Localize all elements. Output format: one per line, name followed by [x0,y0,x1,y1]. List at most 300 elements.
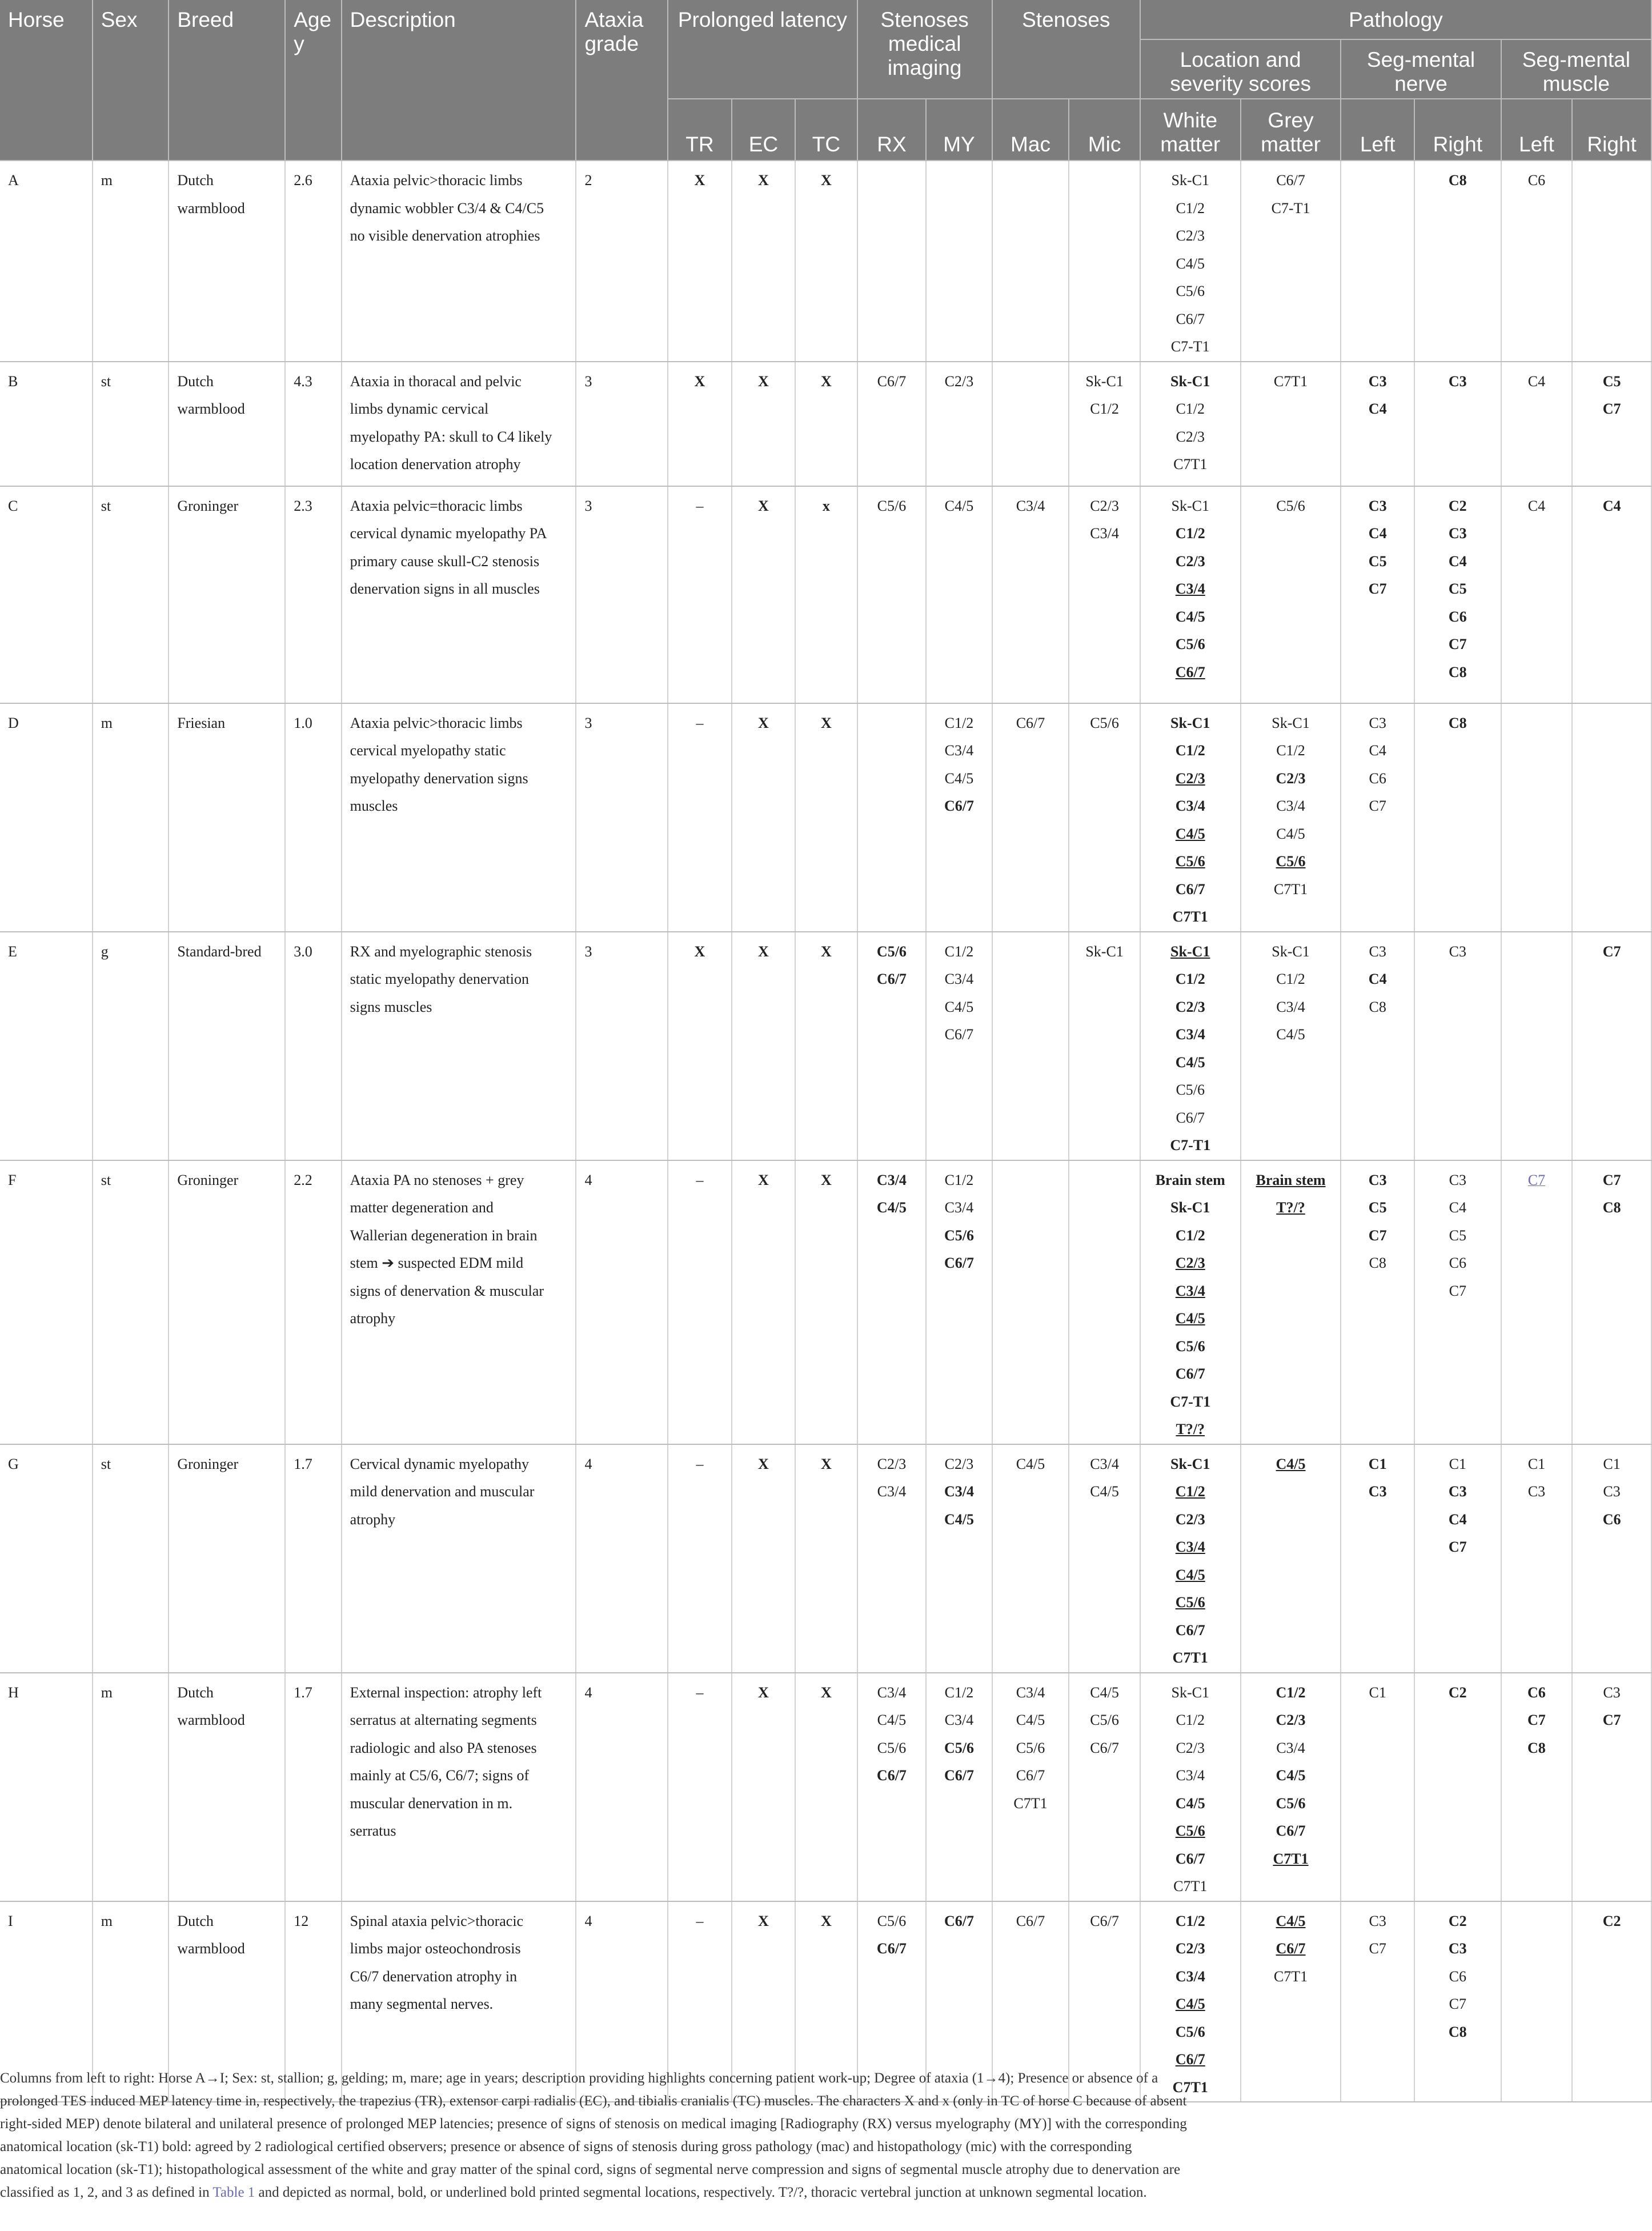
col-my: MY [926,99,992,161]
cell-mac [992,1444,1069,1673]
segment-value: C4/5 [1276,1455,1306,1472]
cell-nerve-left [1341,932,1414,1160]
segment-value: Sk-C1 [1272,943,1310,960]
segment-value: C1 [1527,1455,1546,1472]
cell-mac [992,932,1069,1160]
footnote-text-1: Columns from left to right: Horse A→I; Sex: st, stallion; g, gelding; m, mare; age in years; description providing highlights concerning patient work-up; Degree of ataxia (1→4); Presence or absence of a prolonged TES induced MEP latency time in, respectively, the trapezius (TR), extensor carpi radialis (EC), and tibialis cranialis (TC) muscles. The characters X and x (only in TC of horse C because of absent right-sided MEP) denote bilateral and unilateral presence of prolonged MEP latencies; presence of signs of stenosis on medical imaging [Radiography (RX) versus myelography (MY)] with the corresponding anatomical location (sk-T1) bold: agreed by 2 radiological certified observers; presence or absence of signs of stenosis during gross pathology (mac) and histopathology (mic) with the corresponding anatomical location (sk-T1); histopathological assessment of the white and gray matter of the spinal cord, signs of segmental nerve compression and signs of segmental muscle atrophy due to denervation are classified as 1, 2, and 3 as defined in [0,2070,1187,2200]
segment-value: C6/7 [1175,663,1205,680]
cell-grey [1241,486,1341,703]
segment-value: C5/6 [1090,714,1119,731]
segment-value: Sk-C1 [1085,943,1124,960]
segment-value: C3 [1449,1171,1466,1188]
segment-value: C8 [1448,714,1467,731]
segment-value: C2/3 [1175,1511,1205,1528]
cell-mac [992,486,1069,703]
cell-horse: I [0,1901,93,2102]
cell-tr: – [668,1901,731,2102]
cell-description: Cervical dynamic myelopathy mild denervation and muscular atrophy [342,1444,576,1673]
cell-nerve-right [1414,1901,1501,2102]
segment-value: C6 [1602,1511,1621,1528]
segment-value: C2/3 [1176,227,1205,244]
segment-value: C2/3 [1175,770,1205,787]
cell-horse: F [0,1160,93,1444]
segment-value: C7 [1369,1940,1386,1957]
cell-breed: Dutch warmblood [169,362,285,486]
cell-muscle-left [1501,1901,1573,2102]
segment-value: Sk-C1 [1171,1684,1209,1701]
segment-value: C6/7 [876,1767,907,1784]
segment-value: C2/3 [1175,552,1205,570]
segment-value: C3/4 [877,1684,907,1701]
segment-value: C4/5 [1090,1483,1119,1500]
cell-mic [1069,1673,1140,1901]
col-age: Age y [285,0,341,161]
cell-breed: Groninger [169,1160,285,1444]
segment-value: C3/4 [1175,1968,1205,1985]
cell-age: 1.7 [285,1673,341,1901]
cell-nerve-left [1341,1160,1414,1444]
cell-rx [857,1160,927,1444]
segment-value: C2/3 [1090,497,1119,514]
cell-mac [992,1673,1069,1901]
cell-white [1140,1160,1241,1444]
segment-value: C6/7 [1175,1621,1205,1639]
segment-value: C6/7 [1176,310,1205,327]
cell-tc: X [795,362,857,486]
segment-value: C3/4 [1175,798,1205,814]
cell-age: 12 [285,1901,341,2102]
cell-nerve-left [1341,1444,1414,1673]
cell-muscle-left [1501,703,1573,932]
segment-value: C5/6 [1176,1082,1205,1098]
segment-value: C4/5 [1276,825,1305,842]
segment-value: C4/5 [877,1712,907,1728]
segment-value: C3 [1368,497,1387,514]
segment-value: C1/2 [944,943,974,960]
cell-sex: st [93,486,169,703]
segment-value: C5/6 [876,943,907,960]
segment-value: C7T1 [1173,1878,1208,1894]
segment-value: C4/5 [1176,255,1205,272]
col-segmental-muscle: Seg-mental muscle [1501,39,1651,99]
cell-nerve-right [1414,161,1501,362]
cell-ec: X [732,932,795,1160]
segment-value: C1/2 [944,714,974,731]
segment-value: C1/2 [1276,742,1305,759]
col-rx: RX [857,99,927,161]
cell-ataxia: 3 [576,362,668,486]
cell-mac [992,1160,1069,1444]
segment-value: C4/5 [1175,1054,1205,1071]
segment-value: C5/6 [1090,1712,1119,1728]
segment-value: C4 [1369,742,1386,759]
cell-description: Ataxia in thoracal and pelvic limbs dynamic cervical myelopathy PA: skull to C4 likely location denervation atrophy [342,362,576,486]
segment-value: C4/5 [1175,825,1205,842]
cell-horse: A [0,161,93,362]
segment-value: C7T1 [1273,880,1308,898]
segment-value: C3 [1448,1483,1467,1500]
segment-value: C5/6 [1276,497,1305,514]
segment-value: C3 [1448,1940,1467,1957]
segment-value: C3/4 [944,1712,974,1728]
segment-value: C6/7 [1276,1940,1306,1957]
col-muscle-left: Left [1501,99,1573,161]
segment-value[interactable]: C7 [1527,1171,1546,1188]
col-white-matter: White matter [1140,99,1241,161]
segment-value: C1/2 [1276,971,1305,987]
cell-rx [857,932,927,1160]
cell-nerve-left [1341,1901,1414,2102]
segment-value: C3/4 [1090,1455,1119,1472]
segment-value: C1/2 [1175,1227,1205,1244]
cell-ec: X [732,1901,795,2102]
segment-value: C6/7 [944,1026,974,1043]
segment-value: C6/7 [944,1912,974,1929]
cell-tc: X [795,1444,857,1673]
cell-age: 2.6 [285,161,341,362]
cell-white [1140,362,1241,486]
segment-value: C3 [1368,1171,1387,1188]
segment-value: C2/3 [1176,428,1205,445]
segment-value: C6/7 [1175,880,1205,898]
cell-white [1140,703,1241,932]
segment-value: C7 [1602,1712,1621,1728]
cell-rx [857,703,927,932]
segment-value: C3/4 [1175,1026,1205,1043]
segment-value: C7T1 [1273,1968,1308,1985]
cell-age: 3.0 [285,932,341,1160]
cell-ataxia: 4 [576,1160,668,1444]
col-tc: TC [795,99,857,161]
segment-value: C5/6 [1176,283,1205,299]
segment-value: C5/6 [1276,1795,1306,1812]
segment-value: C3/4 [944,971,974,987]
cell-muscle-right [1572,932,1651,1160]
segment-value: T?/? [1276,1199,1305,1216]
segment-value: C7T1 [1172,1649,1208,1666]
cell-ec: X [732,486,795,703]
cell-age: 1.0 [285,703,341,932]
cell-my [926,932,992,1160]
cell-description: Ataxia pelvic>thoracic limbs dynamic wobbler C3/4 & C4/C5 no visible denervation atrophies [342,161,576,362]
table-footnote [0,2067,1188,2204]
cell-nerve-left [1341,161,1414,362]
cell-ataxia: 3 [576,932,668,1160]
cell-rx [857,161,927,362]
cell-my [926,1444,992,1673]
segment-value: Sk-C1 [1272,714,1310,731]
cell-nerve-right [1414,486,1501,703]
segment-value: C3/4 [1175,1282,1205,1299]
segment-value: C4/5 [1276,1026,1305,1043]
segment-value: C6/7 [1090,1739,1119,1756]
segment-value: Sk-C1 [1170,943,1210,960]
segment-value: C4/5 [1175,608,1205,625]
segment-value: C2/3 [1276,1712,1306,1728]
segment-value: C3 [1448,372,1467,390]
segment-value: C7-T1 [1271,199,1310,217]
table-row [0,1160,1651,1444]
segment-value: C5/6 [944,1227,974,1244]
cell-muscle-right [1572,703,1651,932]
segment-value: C3 [1527,1483,1546,1500]
cell-grey [1241,1160,1341,1444]
segment-value: C4/5 [944,1511,974,1528]
segment-value: C2/3 [1175,1255,1205,1271]
segment-value: C3 [1369,714,1386,731]
segment-value: T?/? [1176,1421,1205,1437]
segment-value: C2 [1448,497,1467,514]
cell-description: RX and myelographic stenosis static myelopathy denervation signs muscles [342,932,576,1160]
table-row [0,362,1651,486]
cell-ec: X [732,1444,795,1673]
cell-horse: D [0,703,93,932]
table-row [0,486,1651,703]
segment-value: C3/4 [1276,1739,1305,1756]
segment-value: C6/7 [944,1767,974,1784]
cell-grey [1241,1901,1341,2102]
cell-rx [857,1444,927,1673]
footnote-text-2: and depicted as normal, bold, or underlined bold printed segmental locations, respectively. T?/?, thoracic vertebral junction at unknown segmental location. [255,2185,1147,2200]
segment-value: C3 [1369,1912,1386,1929]
segment-value: C1/2 [1175,525,1205,542]
cell-age: 4.3 [285,362,341,486]
cell-sex: st [93,1444,169,1673]
cell-white [1140,1444,1241,1673]
segment-value: C8 [1602,1199,1621,1216]
segment-value: C1 [1369,1684,1386,1701]
segment-value: C6/7 [1016,714,1045,731]
cell-my [926,486,992,703]
cell-sex: m [93,161,169,362]
segment-value: C7T1 [1273,372,1308,390]
segment-value: Sk-C1 [1170,1455,1210,1472]
segment-value: C7T1 [1172,908,1208,925]
segment-value: C3/4 [1175,580,1205,597]
cell-ataxia: 4 [576,1901,668,2102]
segment-value: C4/5 [1175,1566,1205,1583]
cell-ataxia: 2 [576,161,668,362]
segment-value: C5/6 [877,1912,907,1929]
cell-sex: st [93,362,169,486]
cell-description: Spinal ataxia pelvic>thoracic limbs major osteochondrosis C6/7 denervation atrophy in many segmental nerves. [342,1901,576,2102]
segment-value: C4 [1448,552,1467,570]
segment-value: C3 [1603,1684,1621,1701]
col-grey-matter: Grey matter [1241,99,1341,161]
segment-value: C3/4 [1090,525,1119,542]
segment-value: C7 [1449,1282,1466,1299]
cell-my [926,1160,992,1444]
segment-value: C6 [1527,172,1546,189]
segment-value: C4 [1527,372,1546,390]
table-row [0,703,1651,932]
cell-description: Ataxia pelvic>thoracic limbs cervical myelopathy static myelopathy denervation signs muscles [342,703,576,932]
cell-mic [1069,161,1140,362]
cell-muscle-right [1572,161,1651,362]
segment-value: C4/5 [1276,1912,1306,1929]
cell-white [1140,1673,1241,1901]
segment-value: C2/3 [1175,998,1205,1015]
segment-value: C8 [1369,998,1386,1015]
col-segmental-nerve: Seg-mental nerve [1341,39,1501,99]
cell-white [1140,932,1241,1160]
segment-value: C5/6 [1175,1823,1205,1839]
segment-value: C8 [1369,1255,1386,1271]
segment-value: C6/7 [1016,1767,1045,1784]
cell-breed: Dutch warmblood [169,1673,285,1901]
segment-value: C1/2 [1175,742,1205,759]
cell-sex: st [93,1160,169,1444]
cell-horse: E [0,932,93,1160]
segment-value: C3 [1368,1483,1387,1500]
col-breed: Breed [169,0,285,161]
segment-value: C6/7 [1016,1912,1045,1929]
col-nerve-left: Left [1341,99,1414,161]
cell-muscle-right [1572,362,1651,486]
segment-value: C3/4 [1176,1767,1205,1784]
col-stenoses-imaging: Stenoses medical imaging [857,0,992,99]
cell-muscle-right [1572,1901,1651,2102]
segment-value: C3/4 [876,1171,907,1188]
segment-value: C5 [1448,580,1467,597]
cell-ataxia: 4 [576,1444,668,1673]
col-tr: TR [668,99,731,161]
col-description: Description [342,0,576,161]
segment-value: C8 [1448,663,1467,680]
cell-grey [1241,703,1341,932]
segment-value: C7 [1368,580,1387,597]
cell-white [1140,486,1241,703]
segment-value: C5/6 [1175,2023,1205,2040]
cell-muscle-right [1572,486,1651,703]
cell-nerve-left [1341,362,1414,486]
segment-value: C5/6 [877,497,907,514]
segment-value: C6/7 [944,798,974,814]
segment-value: C1/2 [1175,1912,1205,1929]
segment-value: Sk-C1 [1085,372,1124,390]
cell-nerve-right [1414,1673,1501,1901]
cell-nerve-left [1341,486,1414,703]
segment-value: C3/4 [1276,798,1305,814]
cell-muscle-left [1501,1444,1573,1673]
cell-tc: X [795,703,857,932]
segment-value: C7T1 [1172,2078,1208,2096]
segment-value: Sk-C1 [1170,372,1210,390]
cell-my [926,161,992,362]
cell-my [926,362,992,486]
segment-value: C6/7 [876,1940,907,1957]
segment-value: C1/2 [1090,400,1119,417]
cell-mac [992,362,1069,486]
cell-age: 1.7 [285,1444,341,1673]
cell-grey [1241,1444,1341,1673]
segment-value: C5 [1368,1199,1387,1216]
cell-ec: X [732,362,795,486]
segment-value: C7 [1602,400,1621,417]
segment-value: C3/4 [944,1199,974,1216]
col-ataxia: Ataxia grade [576,0,668,161]
cell-tc: X [795,1901,857,2102]
segment-value: C6/7 [1175,1365,1205,1382]
segment-value: C6/7 [944,1255,974,1271]
cell-rx [857,486,927,703]
cell-tr: X [668,362,731,486]
segment-value: C7T1 [1173,456,1208,472]
segment-value: C4/5 [876,1199,907,1216]
cell-breed: Groninger [169,486,285,703]
segment-value: C6/7 [877,372,907,390]
cell-ataxia: 3 [576,486,668,703]
cell-mic [1069,932,1140,1160]
segment-value: C1/2 [944,1171,974,1188]
segment-value: C8 [1448,172,1467,189]
cell-description: External inspection: atrophy left serratus at alternating segments radiologic and also PA stenoses mainly at C5/6, C6/7; signs of muscular denervation in m. serratus [342,1673,576,1901]
segment-value: C4 [1368,971,1387,987]
cell-muscle-left [1501,1160,1573,1444]
cell-mic [1069,1444,1140,1673]
cell-age: 2.3 [285,486,341,703]
segment-value: C2/3 [944,372,974,390]
segment-value: C4 [1527,497,1546,514]
segment-value: C5/6 [1175,853,1205,870]
cell-ec: X [732,161,795,362]
cell-mac [992,703,1069,932]
cell-my [926,703,992,932]
cell-sex: g [93,932,169,1160]
segment-value: C5/6 [1175,1594,1205,1611]
segment-value: C5 [1602,372,1621,390]
segment-value: Sk-C1 [1170,1199,1210,1216]
cell-my [926,1673,992,1901]
segment-value: C6 [1369,770,1386,787]
segment-value: C8 [1527,1739,1546,1756]
segment-value: C4/5 [944,998,974,1015]
cell-muscle-right [1572,1673,1651,1901]
segment-value: C1/2 [1175,971,1205,987]
table-row [0,1673,1651,1901]
cell-mac [992,161,1069,362]
cell-tc: x [795,486,857,703]
segment-value: C1 [1603,1455,1621,1472]
segment-value: C2/3 [877,1455,907,1472]
segment-value: C6/7 [1175,2051,1205,2068]
table-1-link[interactable]: Table 1 [212,2185,255,2200]
segment-value: C6 [1448,608,1467,625]
segment-value: C5 [1368,552,1387,570]
cell-muscle-left [1501,1673,1573,1901]
segment-value: C1 [1368,1455,1387,1472]
col-sex: Sex [93,0,169,161]
cell-muscle-left [1501,161,1573,362]
segment-value: C7 [1369,798,1386,814]
cell-nerve-left [1341,1673,1414,1901]
segment-value: C1/2 [1176,199,1205,217]
cell-tc: X [795,932,857,1160]
cell-nerve-right [1414,703,1501,932]
cell-breed: Standard-bred [169,932,285,1160]
cell-tr: – [668,1673,731,1901]
segment-value: C7 [1449,1996,1466,2012]
segment-value: C3/4 [944,1483,974,1500]
segment-value: C6 [1527,1684,1546,1701]
segment-value: C4 [1368,400,1387,417]
segment-value: Sk-C1 [1171,497,1209,514]
cell-rx [857,362,927,486]
segment-value: C7-T1 [1170,1393,1211,1410]
segment-value: C1/2 [1175,1483,1205,1500]
cell-sex: m [93,1673,169,1901]
segment-value: C5/6 [1175,636,1205,652]
